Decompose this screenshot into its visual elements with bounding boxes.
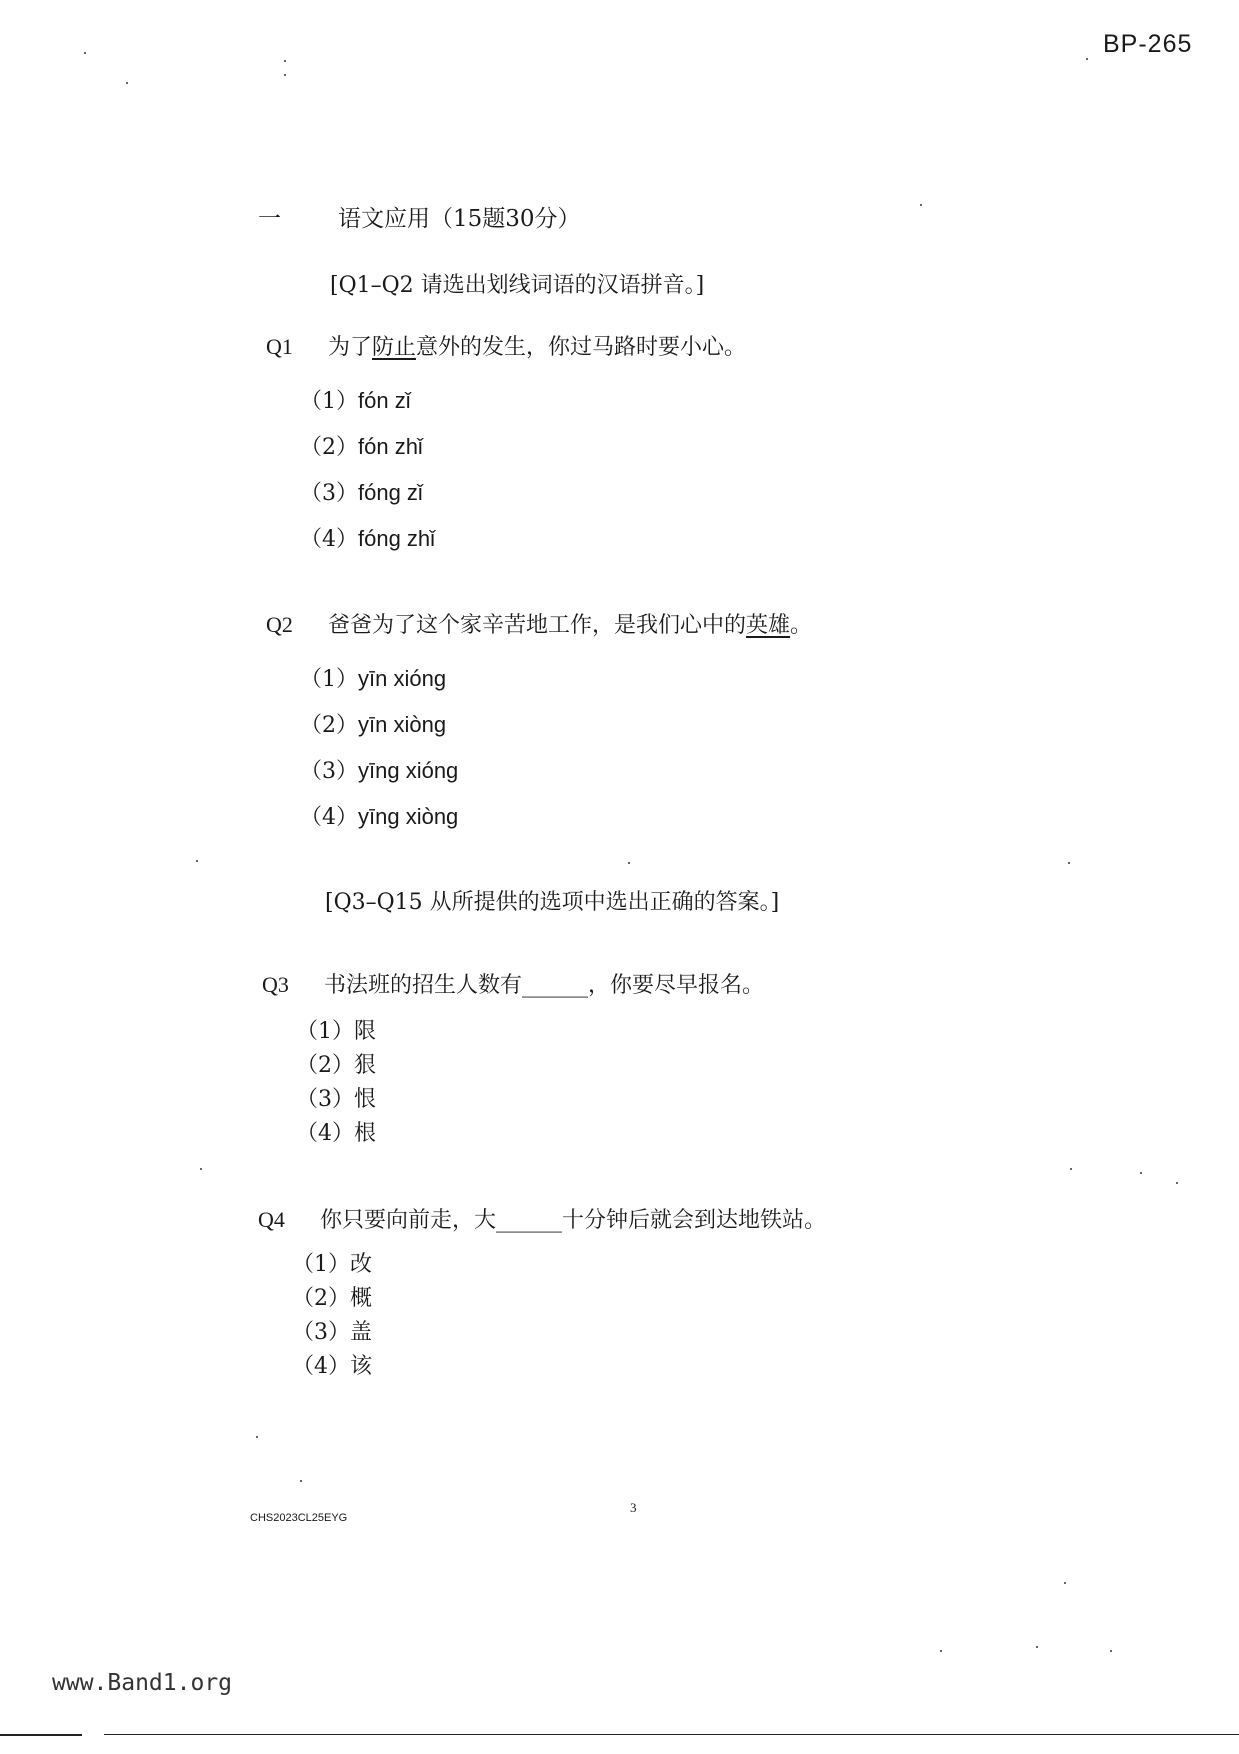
footer-code: CHS2023CL25EYG [250,1512,348,1524]
question-q4 [258,1203,826,1234]
question-text-before: 书法班的招生人数有 [324,973,523,998]
option-3[interactable] [300,470,435,516]
option-number: （2） [296,1053,354,1078]
option-4[interactable] [300,794,458,840]
page-number: 3 [630,1500,637,1515]
option-text: yīn xióng [358,666,447,691]
question-number: Q3 [262,972,289,997]
options-q1 [300,378,435,562]
option-text: yīng xióng [358,758,459,783]
question-q3 [262,968,764,999]
scan-speck [1064,1582,1066,1584]
scan-speck [256,1436,258,1438]
scan-speck [196,860,198,862]
scan-speck [126,82,128,84]
option-text: 根 [354,1121,377,1146]
option-text: fón zǐ [358,388,411,413]
section-number: 一 [258,206,281,232]
option-number: （3） [296,1087,354,1112]
option-number: （1） [296,1019,354,1044]
option-number: （4） [292,1354,350,1379]
question-text-after: ，你要尽早报名。 [588,973,765,998]
instruction-q1-q2: [Q1–Q2 请选出划线词语的汉语拼音。] [330,273,705,298]
question-text-after: 十分钟后就会到达地铁站。 [562,1208,827,1233]
option-3[interactable] [296,1083,376,1117]
question-q2 [266,608,812,639]
option-text: 盖 [350,1320,373,1345]
option-2[interactable] [292,1282,372,1316]
option-text: 恨 [354,1087,377,1112]
scan-speck [1070,1168,1072,1170]
scan-speck [920,204,922,206]
option-text: 改 [350,1252,373,1277]
scan-speck [1086,58,1088,60]
question-number: Q4 [258,1207,285,1232]
scan-speck [1068,862,1070,864]
options-q4 [292,1248,372,1384]
option-text: 限 [354,1019,377,1044]
option-2[interactable] [296,1049,376,1083]
option-number: （2） [300,435,358,460]
option-number: （1） [292,1252,350,1277]
scan-speck [628,862,630,864]
bottom-rule-right [104,1734,1239,1735]
bottom-rule-left [0,1734,82,1736]
option-2[interactable] [300,424,435,470]
question-text-before: 爸爸为了这个家辛苦地工作，是我们心中的 [328,613,747,638]
scan-speck [1110,1650,1112,1652]
option-3[interactable] [292,1316,372,1350]
option-text: fóng zhǐ [358,526,436,551]
option-number: （4） [300,805,358,830]
option-text: fón zhǐ [358,434,423,459]
option-1[interactable] [292,1248,372,1282]
question-text-before: 你只要向前走，大 [320,1208,497,1233]
website-link[interactable]: www.Band1.org [52,1670,233,1696]
answer-blank: ______ [496,1208,563,1233]
option-number: （3） [292,1320,350,1345]
option-text: fóng zǐ [358,480,423,505]
underlined-term: 防止 [372,335,417,360]
option-number: （1） [300,667,358,692]
option-1[interactable] [300,656,458,702]
scan-speck [300,1480,302,1482]
scan-speck [200,1168,202,1170]
option-number: （3） [300,481,358,506]
option-number: （2） [300,713,358,738]
section-heading [258,200,581,233]
option-1[interactable] [300,378,435,424]
option-number: （1） [300,389,358,414]
answer-blank: ______ [522,973,589,998]
option-text: yīng xiòng [358,804,459,829]
scan-speck [84,52,86,54]
option-text: yīn xiòng [358,712,447,737]
scan-speck [1036,1646,1038,1648]
option-number: （2） [292,1286,350,1311]
scan-speck [1176,1182,1178,1184]
option-3[interactable] [300,748,458,794]
option-2[interactable] [300,702,458,748]
underlined-term: 英雄 [746,613,791,638]
option-text: 该 [350,1354,373,1379]
section-title: 语文应用（15题30分） [338,206,581,232]
option-1[interactable] [296,1015,376,1049]
question-number: Q1 [266,334,293,359]
scan-speck [284,60,286,62]
question-q1 [266,330,746,361]
option-text: 狠 [354,1053,377,1078]
options-q3 [296,1015,376,1151]
option-4[interactable] [296,1117,376,1151]
question-number: Q2 [266,612,293,637]
option-number: （4） [296,1121,354,1146]
option-4[interactable] [300,516,435,562]
scan-speck [1140,1172,1142,1174]
options-q2 [300,656,458,840]
question-text-after: 意外的发生，你过马路时要小心。 [416,335,747,360]
document-code: BP-265 [1103,30,1193,58]
scan-speck [940,1650,942,1652]
question-text-after: 。 [790,613,813,638]
question-text-before: 为了 [328,335,373,360]
option-number: （4） [300,527,358,552]
scan-speck [284,74,286,76]
option-text: 概 [350,1286,373,1311]
option-number: （3） [300,759,358,784]
option-4[interactable] [292,1350,372,1384]
instruction-q3-q15: [Q3–Q15 从所提供的选项中选出正确的答案。] [325,890,780,915]
